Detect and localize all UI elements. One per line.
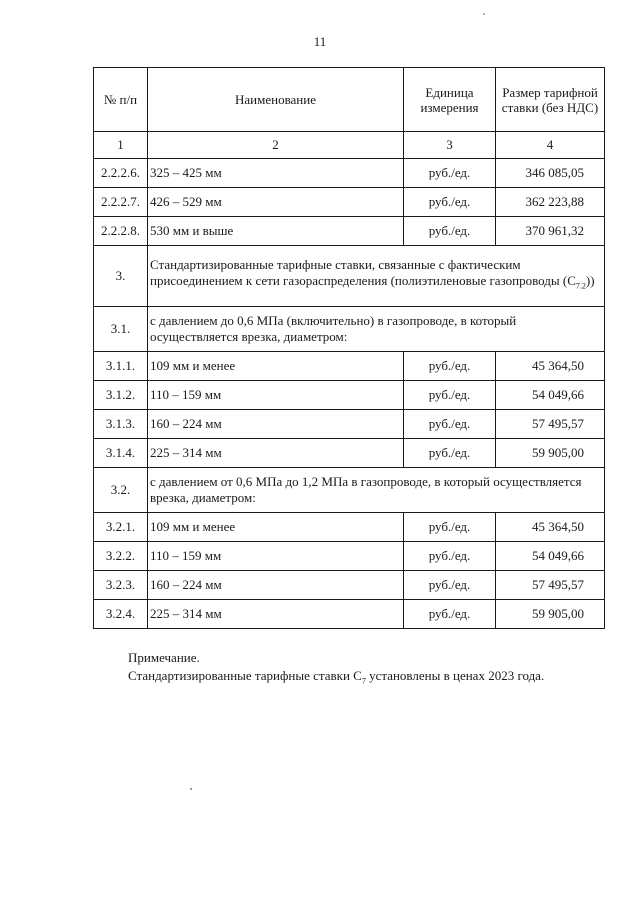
table-row [94,352,605,381]
note-text-after: установлены в ценах 2023 года. [365,668,545,683]
header-name: Наименование [148,68,404,132]
table-row [94,159,605,188]
column-number: 1 [94,132,148,159]
row-price: 57 495,57 [496,571,605,600]
row-price: 54 049,66 [496,381,605,410]
row-unit: руб./ед. [404,217,496,246]
section-name [148,246,605,307]
row-name: 225 – 314 мм [148,600,404,629]
row-unit: руб./ед. [404,513,496,542]
header-rate: Размер тарифной ставки (без НДС) [496,68,605,132]
note-text-before: Стандартизированные тарифные ставки С [128,668,362,683]
column-number: 3 [404,132,496,159]
row-num: 3.2.3. [94,571,148,600]
row-unit: руб./ед. [404,352,496,381]
header-num: № п/п [94,68,148,132]
page-number: 11 [313,34,327,49]
table-row [94,571,605,600]
section-name-sub: 7.2 [575,281,586,291]
section-name-main: Стандартизированные тарифные ставки, связанные с фактическим присоединением к сети газораспределения (полиэтиленовые газопроводы (С [150,257,576,289]
row-num: 3.1.3. [94,410,148,439]
row-name: 109 мм и менее [148,352,404,381]
table-row [94,600,605,629]
row-num: 2.2.2.8. [94,217,148,246]
row-price: 59 905,00 [496,439,605,468]
row-unit: руб./ед. [404,381,496,410]
row-num: 3.1.4. [94,439,148,468]
subsection-row [94,468,605,513]
row-num: 3.2.4. [94,600,148,629]
row-name: 325 – 425 мм [148,159,404,188]
row-name: 160 – 224 мм [148,410,404,439]
note-text-sub: 7 [361,676,366,686]
table-row [94,217,605,246]
row-name: 110 – 159 мм [148,542,404,571]
row-price: 54 049,66 [496,542,605,571]
row-name: 426 – 529 мм [148,188,404,217]
table-row [94,381,605,410]
row-num: 3.2.1. [94,513,148,542]
scan-speck [190,788,192,790]
section-num: 3. [94,246,148,307]
section-row [94,246,605,307]
row-price: 57 495,57 [496,410,605,439]
row-price: 346 085,05 [496,159,605,188]
row-name: 530 мм и выше [148,217,404,246]
tariff-table [93,67,605,629]
row-num: 3.2.2. [94,542,148,571]
table-row [94,410,605,439]
table-row [94,542,605,571]
subsection-name: с давлением до 0,6 МПа (включительно) в газопроводе, в который осуществляется врезка, диаметром: [148,307,605,352]
column-number-row [94,132,605,159]
table-row [94,439,605,468]
row-price: 370 961,32 [496,217,605,246]
row-num: 3.1.1. [94,352,148,381]
table-row [94,513,605,542]
subsection-name: с давлением от 0,6 МПа до 1,2 МПа в газопроводе, в который осуществляется врезка, диаметром: [148,468,605,513]
table-row [94,188,605,217]
row-num: 2.2.2.7. [94,188,148,217]
row-name: 109 мм и менее [148,513,404,542]
subsection-num: 3.1. [94,307,148,352]
row-unit: руб./ед. [404,542,496,571]
row-unit: руб./ед. [404,188,496,217]
row-unit: руб./ед. [404,159,496,188]
row-num: 2.2.2.6. [94,159,148,188]
row-unit: руб./ед. [404,439,496,468]
row-price: 362 223,88 [496,188,605,217]
section-name-tail: )) [585,273,595,289]
note-title: Примечание. [128,650,200,665]
row-name: 225 – 314 мм [148,439,404,468]
row-unit: руб./ед. [404,600,496,629]
row-price: 45 364,50 [496,513,605,542]
header-unit: Единица измерения [404,68,496,132]
row-unit: руб./ед. [404,410,496,439]
row-price: 45 364,50 [496,352,605,381]
column-number: 4 [496,132,605,159]
column-number: 2 [148,132,404,159]
row-num: 3.1.2. [94,381,148,410]
row-name: 110 – 159 мм [148,381,404,410]
table-header-row [94,68,605,132]
scan-speck [483,13,485,15]
row-name: 160 – 224 мм [148,571,404,600]
row-price: 59 905,00 [496,600,605,629]
subsection-num: 3.2. [94,468,148,513]
subsection-row [94,307,605,352]
note-text [100,667,604,691]
row-unit: руб./ед. [404,571,496,600]
